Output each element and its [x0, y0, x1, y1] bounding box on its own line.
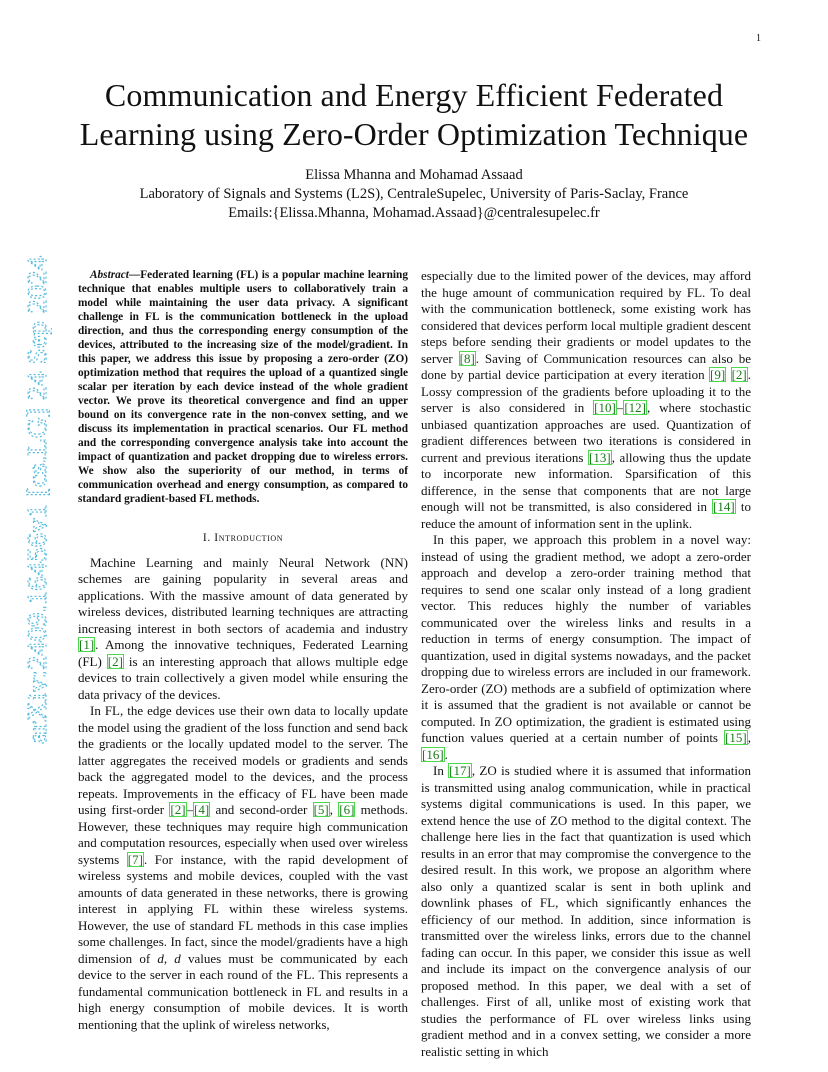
- citation-link[interactable]: [8]: [459, 350, 475, 366]
- text-run: . For instance, with the rapid development of wireless systems and mobile devices, coupled with the vast amounts of data generated in these networks, there is growing interest in applying FL within these wireless systems. However, the use of standard FL methods in this case implies some challenges. In fact, since the model/gradients have a high dimension of: [78, 851, 408, 966]
- text-run: –: [616, 400, 624, 415]
- citation-link[interactable]: [12]: [624, 400, 646, 415]
- emails: Emails:{Elissa.Mhanna, Mohamad.Assaad}@centralesupelec.fr: [228, 205, 600, 221]
- section-title: Introduction: [214, 532, 284, 544]
- citation-link[interactable]: [2]: [170, 802, 186, 817]
- text-run: In FL, the edge devices use their own data to locally update the model using the gradient of the loss function and send back the gradients or the locally updated model to the server. The latter aggregates the received models or gradients and sends back the aggregated model to the devices, and the process repeats. Improvements in the efficacy of FL have been made using first-order: [78, 703, 408, 817]
- text-run: ,: [747, 730, 751, 745]
- abstract: [78, 268, 408, 506]
- math-variable: d: [174, 950, 181, 966]
- citation-link[interactable]: [10]: [594, 400, 616, 415]
- intro-paragraph-5: [421, 763, 751, 1060]
- arxiv-stamp-text: arXiv:2409.16456v1 [cs.LG] 24 Sep 2024: [22, 288, 52, 744]
- text-run: [726, 367, 730, 382]
- title-block: [60, 76, 768, 223]
- text-run: , where stochastic unbiased quantization approaches are used. Quantization of gradient differences between two iterations is considered in current and previous iterations: [421, 400, 751, 465]
- abstract-text: Federated learning (FL) is a popular machine learning technique that enables multiple users to collaboratively train a model while maintaining the user data privacy. A significant challenge in FL is the communication bottleneck in the upload direction, and thus the corresponding energy consumption of the devices, attributed to the increasing size of the model/gradient. In this paper, we address this issue by proposing a zero-order (ZO) optimization method that requires the upload of a quantized single scalar per iteration by each device instead of the whole gradient vector. We prove its theoretical convergence and find an upper bound on its convergence rate in the non-convex setting, and we discuss its implementation in practical scenarios. Our FL method and the corresponding convergence analysis take into account the impact of quantization and packet dropping due to wireless errors. We show also the superiority of our method, in terms of communication overhead and energy consumption, as compared to standard gradient-based FL methods.: [78, 269, 408, 505]
- paper-title: [60, 76, 768, 154]
- citation-link[interactable]: [6]: [339, 802, 355, 817]
- text-run: methods. However, these techniques may require high communication and computation resources, especially when used over wireless systems: [78, 802, 408, 867]
- text-run: –: [186, 802, 194, 817]
- text-run: Machine Learning and mainly Neural Network (NN) schemes are gaining popularity in several areas and applications. With the massive amount of data generated by wireless devices, distributed learning techniques are attracting increasing interest in both sectors of academia and industry: [78, 554, 408, 636]
- text-run: ,: [329, 802, 339, 817]
- arxiv-stamp: [12, 250, 52, 750]
- citation-link[interactable]: [9]: [709, 367, 726, 382]
- title-line-1: Communication and Energy Efficient Federated: [104, 77, 724, 113]
- intro-paragraph-3: [421, 268, 751, 532]
- intro-paragraph-2: [78, 703, 408, 1033]
- math-variable: d: [157, 950, 164, 966]
- text-run: to reduce the amount of information sent in the uplink.: [421, 499, 751, 531]
- text-run: ,: [163, 950, 175, 966]
- text-run: .: [444, 746, 448, 762]
- text-run: , allowing thus the update to incorporate new information. Sparsification of this difference, in the sense that components that are not large enough will not be transmitted, is also considered in: [421, 449, 751, 514]
- citation-link[interactable]: [13]: [589, 449, 611, 465]
- citation-link[interactable]: [2]: [731, 367, 747, 382]
- section-heading-introduction: [78, 530, 408, 547]
- citation-link[interactable]: [1]: [79, 637, 95, 652]
- text-run: . Among the innovative techniques, Federated Learning (FL): [78, 637, 408, 669]
- citation-link[interactable]: [2]: [107, 653, 123, 669]
- abstract-label: Abstract: [90, 269, 129, 281]
- intro-paragraph-1: [78, 555, 408, 704]
- text-run: especially due to the limited power of the devices, may afford the huge amount of communication required by FL. To deal with the communication bottleneck, some existing work has considered that devices perform local multiple gradient descent steps before sending their gradients or model updates to the server: [421, 268, 751, 366]
- text-run: . Saving of Communication resources can also be done by partial device participation at every iteration: [421, 350, 751, 382]
- title-line-2: Learning using Zero-Order Optimization Technique: [79, 116, 749, 152]
- text-run: is an interesting approach that allows multiple edge devices to train collectively a given model while ensuring the data privacy of the devices.: [78, 653, 408, 702]
- citation-link[interactable]: [15]: [725, 730, 747, 745]
- citation-link[interactable]: [16]: [422, 746, 444, 762]
- left-column: [78, 268, 408, 1033]
- text-run: , ZO is studied where it is assumed that information is transmitted using analog communication, while in practical systems digital communications is used. In this paper, we extend hence the use of ZO method to the digital context. The challenge here lies in the fact that quantization is used which results in an error that may compromise the convergence to the desired result. In this work, we propose an algorithm where also only a quantized scalar is sent in both uplink and downlink phases of FL, which significantly enhances the efficiency of our method. In addition, since information is transmitted over the wireless links, errors due to the channel fading can occur. In this paper, we consider this issue as well and include its impact on the convergence analysis of our proposed method. In this paper, we deal with a set of challenges. First of all, unlike most of existing work that studies the performance of FL over wireless links using gradient method and in a convex setting, we consider a more realistic setting in which: [421, 763, 751, 1059]
- abstract-dash: —: [128, 269, 141, 281]
- text-run: In: [433, 763, 449, 778]
- citation-link[interactable]: [4]: [194, 802, 210, 817]
- text-run: In this paper, we approach this problem in a novel way: instead of using the gradient method, we adopt a zero-order approach and develop a zero-order training method that requires to send one scalar only instead of a long gradient vector. This reduces highly the number of variables communicated over the wireless links and results in a reduction in terms of energy consumption. The impact of quantization, used in digital systems nowadays, and the packet dropping due to wireless errors are included in our framework. Zero-order (ZO) methods are a subfield of optimization where it is assumed that the gradient is not available or cannot be computed. In ZO optimization, the gradient is estimated using function values queried at a certain number of points: [421, 532, 751, 745]
- text-run: . Lossy compression of the gradients before uploading it to the server is also considered in: [421, 367, 751, 415]
- page-number: 1: [756, 33, 761, 44]
- authors: Elissa Mhanna and Mohamad Assaad: [305, 167, 523, 183]
- text-run: and second-order: [210, 802, 313, 817]
- text-run: values must be communicated by each device to the server in each round of the FL. This represents a fundamental communication bottleneck in FL and results in a high energy consumption of mobile devices. It is worth mentioning that the uplink of wireless networks,: [78, 950, 408, 1032]
- citation-link[interactable]: [14]: [713, 499, 735, 514]
- citation-link[interactable]: [5]: [313, 802, 329, 817]
- section-number: I.: [202, 532, 211, 544]
- arxiv-stamp-graphic: [12, 250, 52, 750]
- intro-paragraph-4: [421, 532, 751, 763]
- citation-link[interactable]: [17]: [449, 763, 471, 778]
- citation-link[interactable]: [7]: [127, 851, 143, 867]
- affiliation: Laboratory of Signals and Systems (L2S), CentraleSupelec, University of Paris-Saclay, France: [139, 186, 689, 202]
- right-column: [421, 268, 751, 1060]
